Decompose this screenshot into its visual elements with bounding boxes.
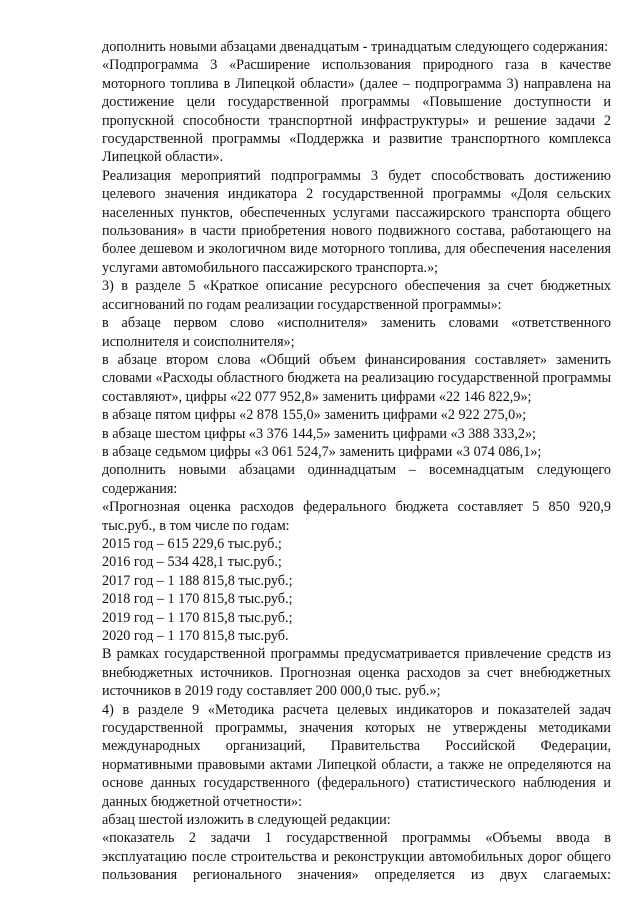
year-line-2020: 2020 год – 1 170 815,8 тыс.руб. bbox=[102, 628, 289, 644]
year-line-2015: 2015 год – 615 229,6 тыс.руб.; bbox=[102, 535, 282, 552]
paragraph-3: Реализация мероприятий подпрограммы 3 будет способствовать достижению целевого значения индикатора 2 государственной программы «Доля сельских населенных пунктов, обеспеченных услугами пассажирского транспорта общего пользования» в части приобретения нового подвижного состава, работающего на более дешевом и экологичном виде моторного топлива, для обеспечения населения услугами автомобильного пассажирского транспорта.»; bbox=[102, 167, 611, 276]
document-page bbox=[102, 38, 611, 885]
paragraph-19: 4) в разделе 9 «Методика расчета целевых индикаторов и показателей задач государственной программы, значения которых не утверждены методиками международных организаций, Правительства Российской Федерации, нормативными правовыми актами Липецкой области, а также не определяются на основе данных государственного (федерального) статистического наблюдения и данных бюджетной отчетности»: bbox=[102, 701, 611, 810]
year-line-2016: 2016 год – 534 428,1 тыс.руб.; bbox=[102, 554, 282, 571]
paragraph-7: в абзаце пятом цифры «2 878 155,0» заменить цифрами «2 922 275,0»; bbox=[102, 407, 527, 424]
paragraph-4: 3) в разделе 5 «Краткое описание ресурсного обеспечения за счет бюджетных ассигнований по годам реализации государственной программы»: bbox=[102, 278, 611, 313]
paragraph-20: абзац шестой изложить в следующей редакции: bbox=[102, 812, 391, 829]
year-line-2019: 2019 год – 1 170 815,8 тыс.руб.; bbox=[102, 609, 293, 626]
paragraph-21: «показатель 2 задачи 1 государственной программы «Объемы ввода в эксплуатацию после строительства и реконструкции автомобильных дорог общего пользования регионального значения» определяется из двух слагаемых: bbox=[102, 830, 611, 884]
paragraph-5: в абзаце первом слово «исполнителя» заменить словами «ответственного исполнителя и соисполнителя»; bbox=[102, 315, 611, 350]
paragraph-11: «Прогнозная оценка расходов федерального бюджета составляет 5 850 920,9 тыс.руб., в том числе по годам: bbox=[102, 499, 611, 534]
paragraph-8: в абзаце шестом цифры «3 376 144,5» заменить цифрами «3 388 333,2»; bbox=[102, 425, 536, 442]
paragraph-1: дополнить новыми абзацами двенадцатым - тринадцатым следующего содержания: bbox=[102, 39, 609, 55]
paragraph-9: в абзаце седьмом цифры «3 061 524,7» заменить цифрами «3 074 086,1»; bbox=[102, 443, 542, 460]
paragraph-10: дополнить новыми абзацами одиннадцатым – восемнадцатым следующего содержания: bbox=[102, 462, 611, 497]
paragraph-18: В рамках государственной программы предусматривается привлечение средств из внебюджетных источников. Прогнозная оценка расходов за счет внебюджетных источников в 2019 году составляет 200 000,0 тыс. руб.»; bbox=[102, 646, 611, 700]
paragraph-2: «Подпрограмма 3 «Расширение использования природного газа в качестве моторного топлива в Липецкой области» (далее – подпрограмма 3) направлена на достижение цели государственной программы «Повышение доступности и пропускной способности транспортной инфраструктуры» и решение задачи 2 государственной программы «Поддержка и развитие транспортного комплекса Липецкой области». bbox=[102, 57, 611, 166]
year-line-2018: 2018 год – 1 170 815,8 тыс.руб.; bbox=[102, 591, 293, 608]
paragraph-6: в абзаце втором слова «Общий объем финансирования составляет» заменить словами «Расходы областного бюджета на реализацию государственной программы составляют», цифры «22 077 952,8» заменить цифрами «22 146 822,9»; bbox=[102, 351, 611, 405]
year-line-2017: 2017 год – 1 188 815,8 тыс.руб.; bbox=[102, 572, 293, 589]
